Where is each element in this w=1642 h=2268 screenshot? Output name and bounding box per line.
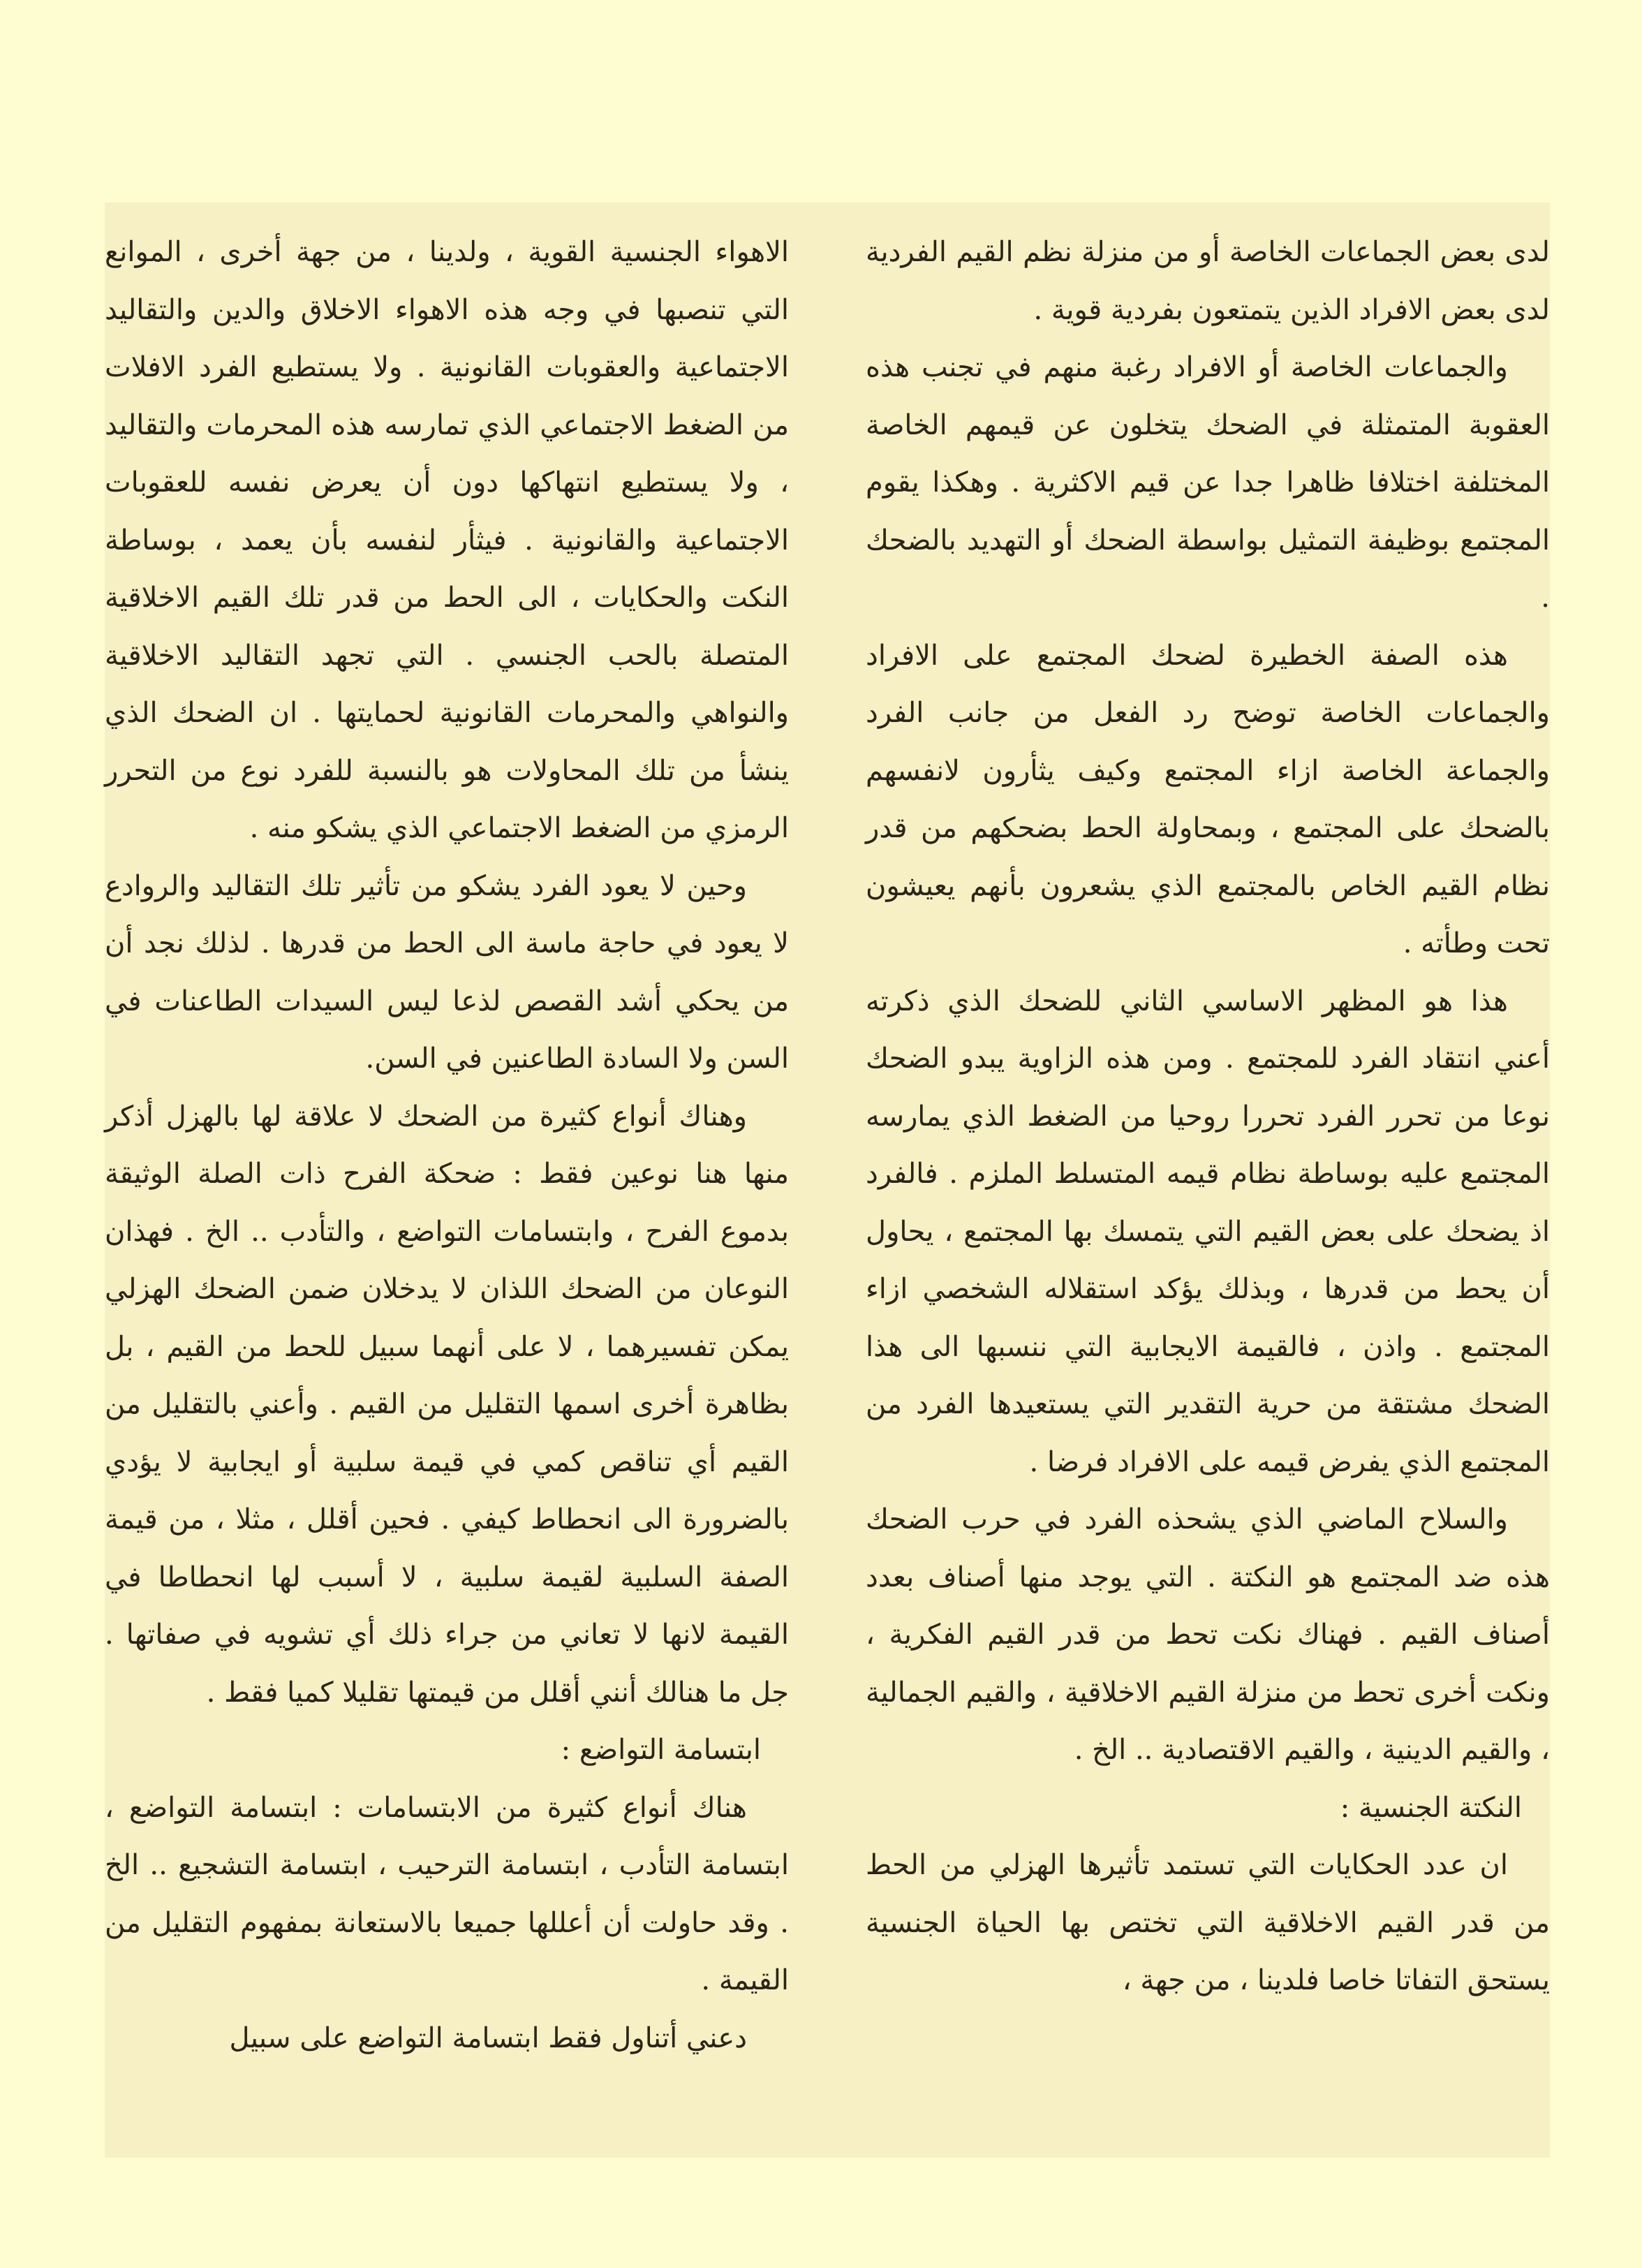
section-heading: النكتة الجنسية : bbox=[1340, 1791, 1522, 1824]
paragraph: وحين لا يعود الفرد يشكو من تأثير تلك التقاليد والروادع لا يعود في حاجة ماسة الى الحط من قدرها . لذلك نجد أن من يحكي أشد القصص لذعا ليس السيدات الطاعنات في السن ولا السادة الطاعنين في السن. bbox=[105, 869, 789, 1075]
paragraph: هذا هو المظهر الاساسي الثاني للضحك الذي ذكرته أعني انتقاد الفرد للمجتمع . ومن هذه الزاوية يبدو الضحك نوعا من تحرر الفرد تحررا روحيا من الضغط الذي يمارسه المجتمع عليه بوساطة نظام قيمه المتسلط الملزم . فالفرد اذ يضحك على بعض القيم التي يتمسك بها المجتمع ، يحاول أن يحط من قدرها ، وبذلك يؤكد استقلاله الشخصي ازاء المجتمع . واذن ، فالقيمة الايجابية التي ننسبها الى هذا الضحك مشتقة من حرية التقدير التي يستعيدها الفرد من المجتمع الذي يفرض قيمه على الافراد فرضا . bbox=[866, 985, 1551, 1478]
right-column bbox=[866, 223, 1550, 2010]
paragraph: هذه الصفة الخطيرة لضحك المجتمع على الافراد والجماعات الخاصة توضح رد الفعل من جانب الفرد والجماعة الخاصة ازاء المجتمع وكيف يثأرون لانفسهم بالضحك على المجتمع ، وبمحاولة الحط بضحكهم من قدر نظام القيم الخاص بالمجتمع الذي يشعرون بأنهم يعيشون تحت وطأته . bbox=[866, 639, 1550, 959]
paragraph: دعني أتناول فقط ابتسامة التواضع على سبيل bbox=[229, 2022, 747, 2054]
paragraph: وهناك أنواع كثيرة من الضحك لا علاقة لها بالهزل أذكر منها هنا نوعين فقط : ضحكة الفرح ذات الصلة الوثيقة بدموع الفرح ، وابتسامات التواضع ، والتأدب .. الخ . فهذان النوعان من الضحك اللذان لا يدخلان ضمن الضحك الهزلي يمكن تفسيرهما ، لا على أنهما سبيل للحط من القيم ، بل بظاهرة أخرى اسمها التقليل من القيم . وأعني بالتقليل من القيم أي تناقص كمي في قيمة سلبية أو ايجابية لا يؤدي بالضرورة الى انحطاط كيفي . فحين أقلل ، مثلا ، من قيمة الصفة السلبية لقيمة سلبية ، لا أسبب لها انحطاطا في القيمة لانها لا تعاني من جراء ذلك أي تشويه في صفاتها . جل ما هنالك أنني أقلل من قيمتها تقليلا كميا فقط . bbox=[105, 1100, 789, 1709]
paragraph: لدى بعض الجماعات الخاصة أو من منزلة نظم القيم الفردية لدى بعض الافراد الذين يتمتعون بفردية قوية . bbox=[866, 236, 1550, 326]
paragraph: هناك أنواع كثيرة من الابتسامات : ابتسامة التواضع ، ابتسامة التأدب ، ابتسامة الترحيب ، ابتسامة التشجيع .. الخ . وقد حاولت أن أعللها جميعا بالاستعانة بمفهوم التقليل من القيمة . bbox=[105, 1791, 789, 1996]
paragraph: والسلاح الماضي الذي يشحذه الفرد في حرب الضحك هذه ضد المجتمع هو النكتة . التي يوجد منها أصناف بعدد أصناف القيم . فهناك نكت تحط من قدر القيم الفكرية ، ونكت أخرى تحط من منزلة القيم الاخلاقية ، والقيم الجمالية ، والقيم الدينية ، والقيم الاقتصادية .. الخ . bbox=[866, 1503, 1550, 1766]
paragraph: ان عدد الحكايات التي تستمد تأثيرها الهزلي من الحط من قدر القيم الاخلاقية التي تختص بها الحياة الجنسية يستحق التفاتا خاصا فلدينا ، من جهة ، bbox=[866, 1849, 1550, 1996]
paragraph: الاهواء الجنسية القوية ، ولدينا ، من جهة أخرى ، الموانع التي تنصبها في وجه هذه الاهواء الاخلاق والدين والتقاليد الاجتماعية والعقوبات القانونية . ولا يستطيع الفرد الافلات من الضغط الاجتماعي الذي تمارسه هذه المحرمات والتقاليد ، ولا يستطيع انتهاكها دون أن يعرض نفسه للعقوبات الاجتماعية والقانونية . فيثأر لنفسه بأن يعمد ، بوساطة النكت والحكايات ، الى الحط من قدر تلك القيم الاخلاقية المتصلة بالحب الجنسي . التي تجهد التقاليد الاخلاقية والنواهي والمحرمات القانونية لحمايتها . ان الضحك الذي ينشأ من تلك المحاولات هو بالنسبة للفرد نوع من التحرر الرمزي من الضغط الاجتماعي الذي يشكو منه . bbox=[105, 236, 790, 844]
paragraph: والجماعات الخاصة أو الافراد رغبة منهم في تجنب هذه العقوبة المتمثلة في الضحك يتخلون عن قيمهم الخاصة المختلفة اختلافا ظاهرا جدا عن قيم الاكثرية . وهكذا يقوم المجتمع بوظيفة التمثيل بواسطة الضحك أو التهديد بالضحك . bbox=[866, 351, 1550, 614]
section-heading: ابتسامة التواضع : bbox=[561, 1734, 761, 1766]
left-column bbox=[105, 223, 789, 2067]
book-page bbox=[105, 202, 1550, 2158]
